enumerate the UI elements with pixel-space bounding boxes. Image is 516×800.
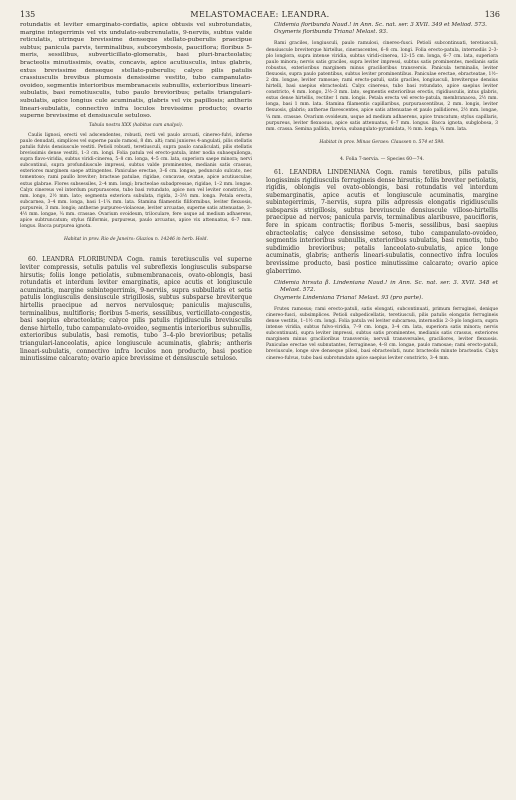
species-diagnosis-61: ramis teretibus, pilis patulis longissimis rigidiusculis ferrugineis dense hirsutis; foliis breviter petiolatis, rigidis, oblongis vel ovato-oblongis, basi rotundatis vel interdum subemarginatis, apice acutis et longiuscule acuminatis, margine subintegerrimis, 7-nerviis, supra pilis adpressis elongatis rigidiusculis subsparsis strigillosis, subtus breviuscule densiuscule villoso-hirtellis praecipue ad nervos; panicula parvis, terminalibus alaribusve, paucifloris, fere in spicam contractis; floribus 5-meris, sessilibus, basi saepius ebracteolatis; calyce densissime setoso, tubo campanulato-ovoideo, segmentis interioribus subnullis, exterioribus subulatis, basi remotis, tubo subdimidio brevioribus; petalis lanceolato-subulatis, apice longe acuminatis, glabris; antheris lineari-subulatis, connectivo infra loculos brevissime producto, basi postice minutissime calcarato; ovario apice glaberrimo. (266, 168, 498, 275)
synonym-citation-2: Oxymeris floribunda Triana! Melast. 93. (274, 29, 388, 36)
description-continued: rotundatis et leviter emarginato-cordatis, apice obtusis vel subrotundatis, margine integerrimis vel vix undulato-subcrenulatis, 9-nerviis, subtus valde reticulatis, utrinque brevissime denseque stellato-puberulis praecipue subtus; panicula parvis, terminalibus, subcorymbosis, pauciflora; floribus 5-meris, sessilibus, subverticillato-glomeratis, basi pluri-bracteolatis; bracteolis minutissimis, ovatis, concavis, apice acutiusculis, intus glabris, extus brevissime denseque stellato-puberulis; calyce pilis patulis crassiusculis brevibus plumosis densissime vestito, tubo campanulato-ovoideo, segmentis interioribus membranaceis subnullis, exterioribus lineari-subulatis, basi remotiusculis, tubo paulo brevioribus; petalis triangulari-subulatis, apice longius cule acuminatis, glabris vel vix papillosis; antheris lineari-subulatis, connectivo infra loculos brevissime producto; ovario superne brevissime et densiuscule setuloso. (20, 22, 252, 120)
left-column (20, 22, 252, 790)
right-column (266, 22, 498, 790)
section-note: 4. Folia 7-nervia. — Species 60—74. (340, 156, 424, 162)
species-diagnosis-60: ramis teretiusculis vel superne leviter compressis, setulis patulis vel subreflexis longiusculis subsparse hirsutis; foliis longe petiolatis, submembranaceis, ovato-oblongis, basi rotundatis et interdum leviter emarginatis, apice acutis et longiuscule acuminatis, margine subintegerrimis, 9-nerviis, supra subbullatis et setis patulis longiusculis densiuscule strigillosis, subtus subsparse breviterque hirtellis praecipue ad nervos nervulosque; paniculis majusculis, terminalibus, multifloris; floribus 5-meris, sessilibus, verticillato-congestis, basi saepius ebracteolatis; calyce pilis patulis rigidiusculis breviusculis dense hirtello, tubo campanulato-ovoideo, segmentis interioribus subnullis, exterioribus subulatis, basi remotis, tubo 3–4-plo brevioribus; petalis triangulari-lanceolatis, apice longiuscule acuminatis, glabris; antheris lineari-subulatis, connectivo infra loculos non producto, basi postice minutissime calcarato; ovario apice brevissime et densiuscule setuloso. (20, 256, 252, 363)
habitat-note-60: Habitat in prov. Minas Geraes: Claussen n. 574 et 598. (319, 139, 445, 145)
detailed-description-60: Rami graciles, longiusculi, paulo ramulosi, cinereo-fusci. Petioli subcontinuati, teretiusculi, densiuscule breviterque hirtellus, cinerascentes, 6–8 cm. longi. Folia erecto-patula, internodiis 2–3-plo longiora, supra intense viridia, subtus viridi-cinerea, 12–15 cm. longa, 6–7 cm. lata, superiora paulo minora; nervis satis graciles, supra leviter impressi, subtus satis prominentes, medianis satis robustus, exterioribus marginem minus gracilioribus transversis. Panicula terminalis, leviter flexuosis, supra paulo patentibus, subtus leviter prominentibus. Paniculae erectae, ebracteatae, 1½–2 dm. longae, leviter ramosae; rami erecto-patuli, satis graciles, longiusculi, breviterque densius hirtelli, basi saepius ebracteolati. Calyx cinereus, tubo basi rotundato, apice saepius leviter constricto, 4 mm. longo, 2½–3 mm. lato, segmentis exterioribus erectis, rigidiusculis, intus glabris, extus dense hirtellis, rectiter 1 mm. longis. Petala erecta vel erecto-patula, membranacea, 2½ mm. longa, basi 1 mm. lata. Stamina filamentis capillaribus, purpurascentibus, 2 mm. longis, leviter flexuosis, glabris; antherae flavescentes, apice satis attenuatae et paulo pallidiores, 2½ mm. longae, ¼ mm. crassae. Ovarium ovoideum, usque ad medium adhaerens, apice truncatum; stylus capillaris, purpureus, leviter flexuosus, apice satis attenuatus, 6–7 mm. longus. Bacca ignota, subglobosa, 3 mm. crassa. Semina pallida, brevia, subangulato-pyramidata, ½ mm. longa, ¼ mm. lata. (266, 41, 498, 132)
species-heading-61: 61. LEANDRA LINDENIANA Cogn. (274, 168, 394, 176)
detailed-description-61: Frutex ramosus; rami erecto-patuli, satis elongati, subcontinuati, primum ferruginei, denique cinereo-fusci, subsimplices. Petioli subpedicellatis, teretiusculi, pilis patulis elongatis ferrugineis dense vestitis, 1–1½ cm. longi. Folia patula vel leviter subcarnea, internodiis 2–3-plo longiora, supra intense viridia, subtus fulvo-viridia, 7–9 cm. longa, 3–4 cm. lata, superiora satis minora; nervis subcontinuati, supra leviter impressi, subtus satis prominentes, medianis satis crassus, exteriores marginem minus gracilioribus transversis; nervuli transversales, graciliores, leviter flexuosis. Paniculae erectae vel subnutantes, ferrugineae, 4–8 cm. longae, paulo ramosae; rami erecto-patuli, breviuscule, longe sive denseque pilosi, basi ebracteolati, nunc bracteolis minute bracteatis. Calyx cinereo-fulvus, tubo basi subrotundato apice saepius leviter constricto, 3–4 mm. (266, 306, 498, 361)
tabula-reference: Tabula nostra XXX (habitus cum analysi). (88, 122, 184, 128)
species-heading-60: 60. LEANDRA FLORIBUNDA Cogn. (28, 256, 145, 264)
synonym-citation-1: Clidemia floribunda Naud.! in Ann. Sc. nat. ser. 3 XVII. 349 et Meliod. 573. (274, 22, 487, 28)
species-entry-61 (266, 169, 498, 275)
synonym-citation-4: Oxymeris Lindeniana Triana! Melast. 93 (pro parte). (274, 294, 423, 301)
running-title: MELASTOMACEAE: LEANDRA. (190, 10, 330, 19)
page-number-right: 136 (484, 10, 500, 19)
detailed-description: Caulis lignosi, erecti vel adscendentes, robusti, recti vel paulo arcuati, cinereo-fulvi, inferne paulo denudati, simplices vel superne paulo ramosi, 8 dm. alti; rami juniores 4-angulati, pilis stellatis patulis fulvis densiuscule vestiti. Petioli robusti, teretiusculi, supra paulo canaliculati, pilis stellatis brevissimis dense vestiti, 1–3 cm. longi. Folia patula vel erecto-patula, inter nodia subaequilonga, supra flavo-viridia, subtus viridi-cinerea, 5–8 cm. longa, 4–5 cm. lata, superiora saepe minora; nervi subcontinui, supra profundiuscule impressi, subtus valde prominentes, medianis satis crassus, exteriores marginem saepe attingentes. Paniculae erectae, 3–6 cm. longae, pedunculo sulcato, nec tomentoso; rami paullo breviter; bracteae patulae, rigidae, concavae, ovatae, apice acutiusculae, extus glabrae. Flores subsessiles, 2–4 mm. longi; bracteolae subadpressae, rigidae, 1–2 mm. longae. Calyx cinereus vel interdum purpurascens, tubo basi rotundato, apice non vel leviter constricto, 3 mm. longo, 2½ mm. lato; segmenta exteriora subulata, rigida, 2–3½ mm. longa. Petala erecta, subcarnea, 3–4 mm. longa, basi 1–1¼ mm. lata. Stamina filamentis filiformibus, leviter flexuosis, purpureis, 3 mm. longis; antherae purpureo-violaceae, leviter arcuatae, superne satis attenuatae, 3–4½ mm. longae, ¼ mm. crassae. Ovarium ovoideum, triloculare, fere usque ad medium adhaerens, apice subtruncatum; stylus filiformis, purpureus, paulo arcuatus, apice vix attenuatus, 6–7 mm. longus. Bacca purpurea ignota. (20, 132, 252, 230)
species-entry-60 (20, 256, 252, 362)
page-number-left: 135 (20, 10, 36, 19)
habitat-note: Habitat in prov. Rio de Janeiro: Glaziou n. 14246 in herb. Hold. (64, 237, 208, 243)
synonym-citation-3: Clidemia hirsuta β. Lindeniana Naud.! in Ann. Sc. nat. ser. 3. XVII. 348 et Melast. 572. (274, 280, 498, 294)
